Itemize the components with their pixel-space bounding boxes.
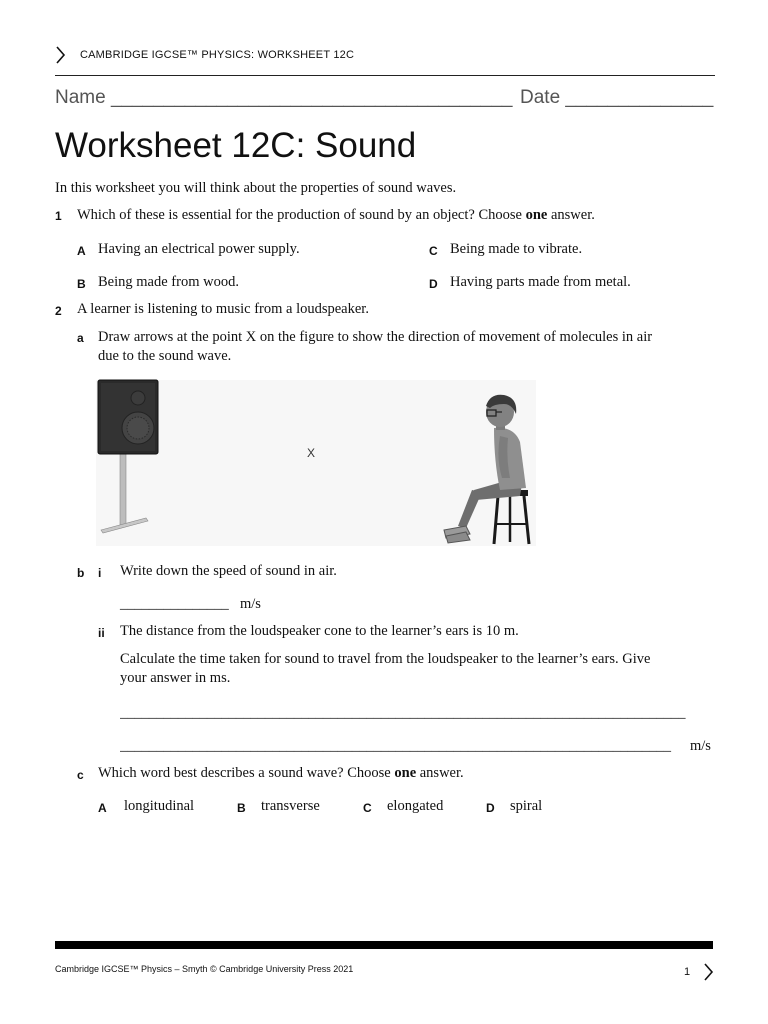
option-letter: A (77, 244, 86, 258)
option-letter: B (77, 277, 86, 291)
footer-copyright: Cambridge IGCSE™ Physics – Smyth © Cambridge University Press 2021 (55, 964, 354, 974)
intro-text: In this worksheet you will think about the properties of sound waves. (55, 180, 457, 196)
option-text[interactable]: spiral (510, 798, 543, 814)
option-letter: C (429, 244, 438, 258)
question-text-part: Which of these is essential for the production of sound by an object? Choose (77, 207, 526, 223)
option-letter: D (486, 801, 495, 815)
subquestion-letter: a (77, 331, 84, 345)
option-letter: B (237, 801, 246, 815)
subquestion-letter: b (77, 566, 85, 580)
question-text-part: answer. (547, 207, 595, 223)
option-text[interactable]: Having parts made from metal. (450, 274, 631, 290)
answer-line[interactable]: ____________________________________________________________________________ (120, 738, 671, 754)
question-text-part: Which word best describes a sound wave? Choose (98, 765, 395, 781)
question-text: A learner is listening to music from a loudspeaker. (77, 301, 369, 317)
option-text[interactable]: Being made from wood. (98, 274, 239, 290)
subquestion-text: Write down the speed of sound in air. (120, 563, 337, 579)
option-text[interactable]: longitudinal (124, 798, 195, 814)
footer-bar (55, 941, 713, 949)
loudspeaker-illustration (96, 378, 166, 534)
option-text[interactable]: elongated (387, 798, 444, 814)
option-letter: A (98, 801, 107, 815)
roman-numeral: ii (98, 626, 105, 640)
subquestion-letter: c (77, 768, 84, 782)
page-number: 1 (684, 966, 691, 978)
answer-line[interactable]: ______________________________________________________________________________ (120, 705, 686, 721)
name-field[interactable]: Name ______________________________________ (55, 87, 513, 108)
header-title: CAMBRIDGE IGCSE™ PHYSICS: WORKSHEET 12C (80, 49, 355, 61)
emphasis: one (525, 207, 548, 223)
roman-numeral: i (98, 566, 102, 580)
option-letter: D (429, 277, 438, 291)
chevron-right-icon (54, 45, 66, 65)
question-number: 2 (55, 304, 62, 318)
unit-label: m/s (690, 738, 711, 754)
unit-label: m/s (240, 596, 261, 612)
subquestion-text: Draw arrows at the point X on the figure to show the direction of movement of molecules in air (98, 329, 653, 345)
option-text[interactable]: Having an electrical power supply. (98, 241, 300, 257)
option-text[interactable]: transverse (261, 798, 320, 814)
subquestion-text: Calculate the time taken for sound to travel from the loudspeaker to the learner’s ears. Give (120, 651, 651, 667)
date-field[interactable]: Date ______________ (520, 87, 714, 108)
emphasis: one (394, 765, 417, 781)
option-text[interactable]: Being made to vibrate. (450, 241, 583, 257)
question-number: 1 (55, 209, 62, 223)
page-title: Worksheet 12C: Sound (55, 126, 417, 165)
subquestion-text (98, 765, 464, 782)
option-letter: C (363, 801, 372, 815)
subquestion-text: The distance from the loudspeaker cone to the learner’s ears is 10 m. (120, 623, 519, 639)
subquestion-text: your answer in ms. (120, 670, 231, 686)
question-text (77, 207, 595, 224)
subquestion-text: due to the sound wave. (98, 348, 232, 364)
header-divider (55, 75, 715, 76)
seated-learner-illustration (436, 392, 536, 548)
point-x-label: X (307, 446, 316, 460)
question-text-part: answer. (416, 765, 464, 781)
chevron-right-icon[interactable] (702, 962, 714, 982)
answer-line[interactable]: _______________ (120, 596, 229, 612)
